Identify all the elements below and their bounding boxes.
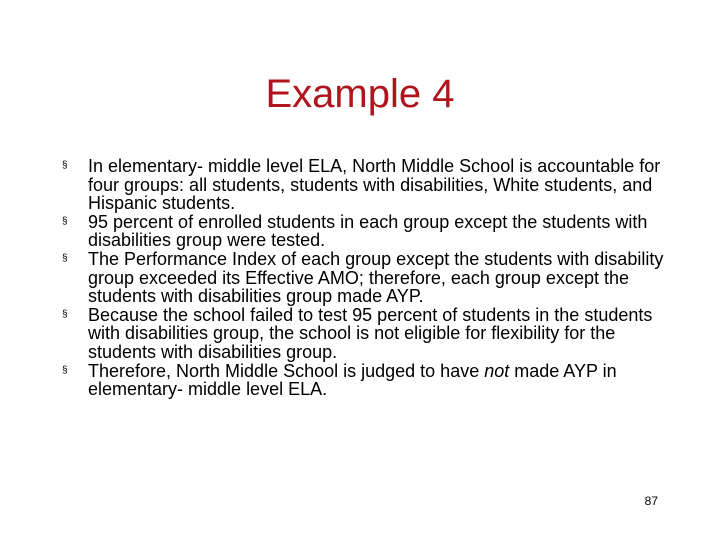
bullet-text-after: made AYP in elementary- middle level ELA. xyxy=(88,360,617,400)
bullet-item xyxy=(62,306,672,362)
bullet-text: Because the school failed to test 95 percent of students in the students with disabilities group, the school is not eligible for flexibility for the students with disabilities group. xyxy=(88,304,653,362)
bullet-marker-icon: § xyxy=(62,215,68,227)
bullet-text-emphasis: not xyxy=(484,360,510,381)
bullet-marker-icon: § xyxy=(62,364,68,376)
bullet-text-before: Therefore, North Middle School is judged to have xyxy=(88,360,485,381)
page-number: 87 xyxy=(644,494,658,508)
slide-title: Example 4 xyxy=(265,72,455,116)
bullet-item xyxy=(62,250,672,306)
bullet-item xyxy=(62,157,672,213)
bullet-marker-icon: § xyxy=(62,308,68,320)
bullet-marker-icon: § xyxy=(62,252,68,264)
bullet-text: In elementary- middle level ELA, North Middle School is accountable for four groups: all students, students with disabilities, White students, and Hispanic students. xyxy=(88,156,661,214)
bullet-marker-icon: § xyxy=(62,160,68,171)
bullet-list xyxy=(62,157,672,399)
bullet-text: The Performance Index of each group except the students with disability group exceeded its Effective AMO; therefore, each group except the students with disabilities group made AYP. xyxy=(88,248,664,307)
bullet-item xyxy=(62,213,672,250)
bullet-item xyxy=(62,362,672,399)
bullet-text: 95 percent of enrolled students in each group except the students with disabilities group were tested. xyxy=(88,211,648,251)
